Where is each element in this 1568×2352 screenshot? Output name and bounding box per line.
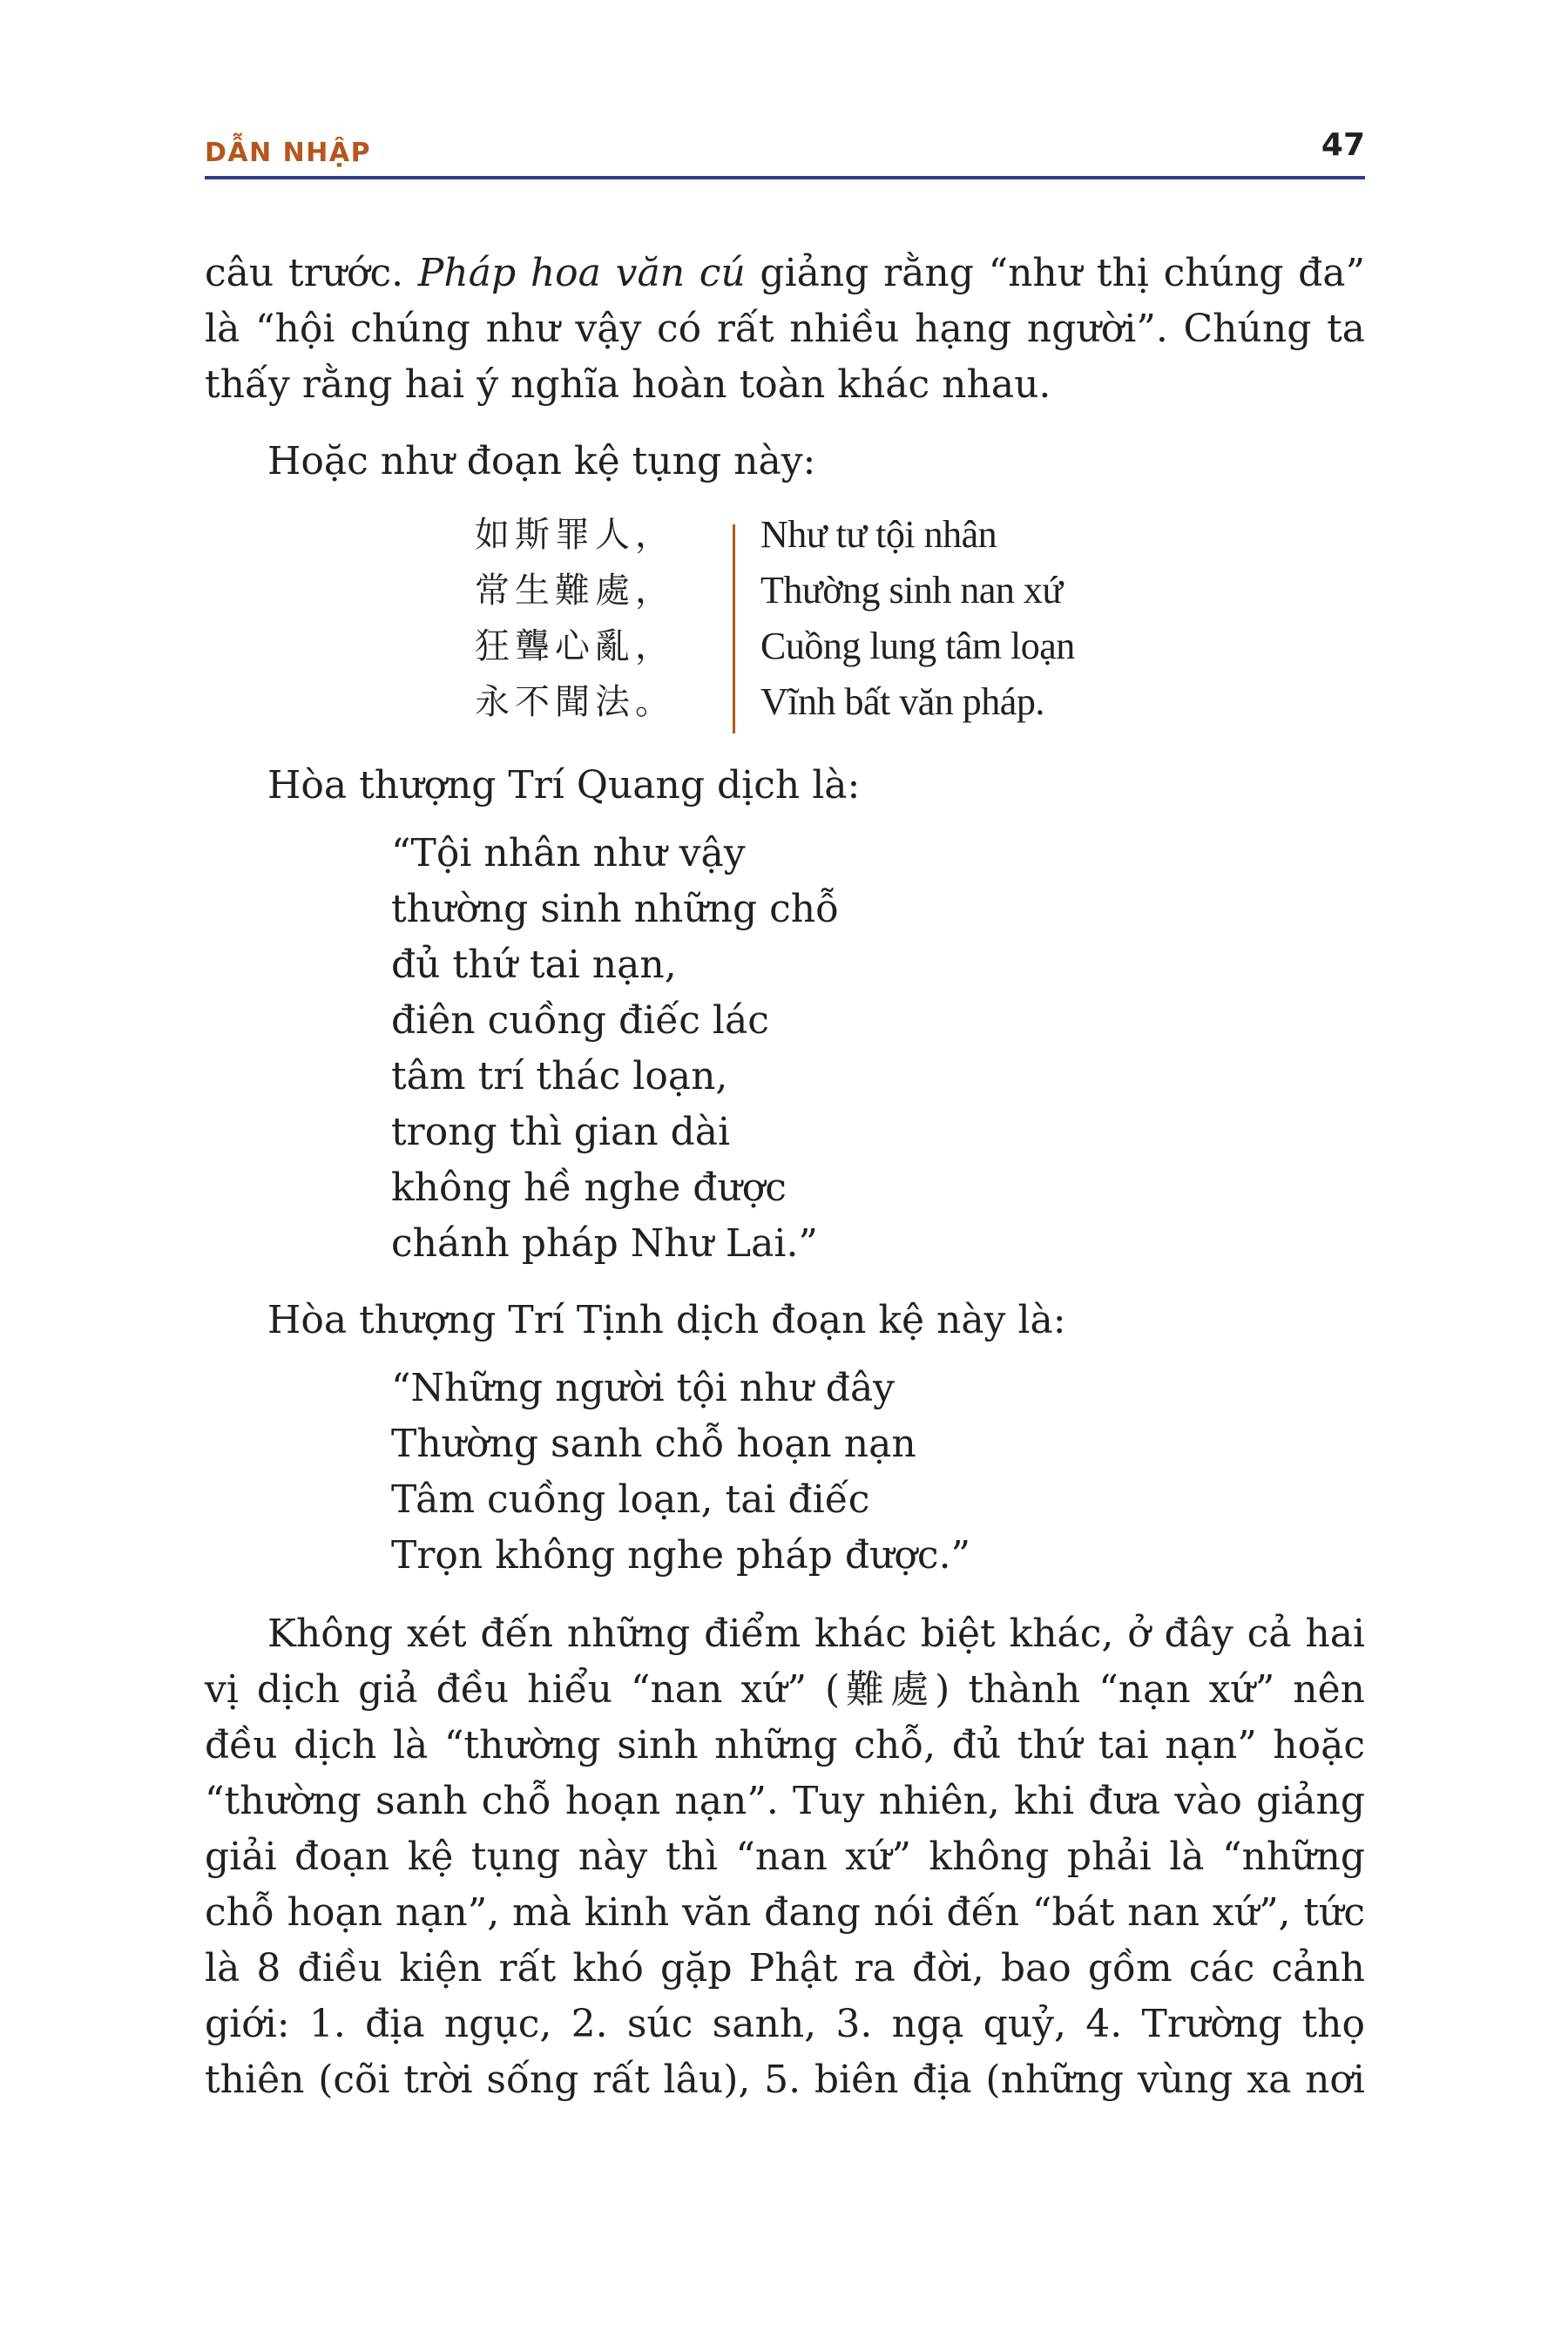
poem-line: thường sinh những chỗ [391, 887, 840, 931]
poem-line: không hề nghe được [391, 1166, 787, 1210]
text-line [205, 246, 1365, 301]
text-line: “thường sanh chỗ hoạn nạn”. Tuy nhiên, khi đưa vào giảng [205, 1779, 1365, 1823]
transliteration-line: Như tư tội nhân [760, 513, 997, 556]
text-line: giới: 1. địa ngục, 2. súc sanh, 3. ngạ quỷ, 4. Trường thọ [205, 2002, 1365, 2046]
text-run: giảng rằng “như thị chúng đa” [745, 251, 1365, 295]
chinese-line: 如斯罪人， [475, 515, 675, 555]
text-line: Không xét đến những điểm khác biệt khác, ở đây cả hai [267, 1612, 1365, 1656]
chinese-verse [475, 507, 710, 730]
transliteration-line: Thường sinh nan xứ [760, 569, 1063, 612]
poem-line: điên cuồng điếc lác [391, 998, 769, 1043]
text-line: là “hội chúng như vậy có rất nhiều hạng người”. Chúng ta [205, 307, 1365, 351]
poem-line: đủ thứ tai nạn, [391, 943, 677, 987]
paragraph-analysis [205, 1606, 1365, 2108]
poem-line: “Tội nhân như vậy [391, 831, 746, 875]
text-run: câu trước. [205, 251, 418, 295]
section-title: DẪN NHẬP [205, 138, 372, 168]
header-rule [205, 176, 1365, 179]
poem-line: Thường sanh chỗ hoạn nạn [391, 1422, 916, 1466]
poem-tri-quang [391, 826, 1365, 1272]
transliteration-line: Vĩnh bất văn pháp. [760, 680, 1044, 723]
text-line: là 8 điều kiện rất khó gặp Phật ra đời, bao gồm các cảnh [205, 1946, 1365, 1990]
text-line: vị dịch giả đều hiểu “nan xứ” (難處) thành “nạn xứ” nên [205, 1667, 1365, 1712]
text-line: giải đoạn kệ tụng này thì “nan xứ” không phải là “những [205, 1835, 1365, 1879]
paragraph-intro [205, 246, 1365, 413]
text-line: thấy rằng hai ý nghĩa hoàn toàn khác nhau. [205, 362, 1051, 407]
page-body [205, 246, 1365, 2108]
text-line: chỗ hoạn nạn”, mà kinh văn đang nói đến “bát nan xứ”, tức [205, 1890, 1365, 1935]
paragraph-tri-tinh: Hòa thượng Trí Tịnh dịch đoạn kệ này là: [267, 1298, 1066, 1342]
transliteration-verse [760, 507, 1075, 730]
poem-line: trong thì gian dài [391, 1110, 731, 1154]
verse-divider [733, 524, 735, 733]
work-title-italic: Pháp hoa văn cú [417, 251, 746, 295]
poem-line: Tâm cuồng loạn, tai điếc [391, 1477, 870, 1522]
chinese-line: 永不聞法。 [475, 682, 675, 722]
running-header [205, 122, 1365, 179]
poem-line: Trọn không nghe pháp được.” [391, 1533, 971, 1578]
transliteration-line: Cuồng lung tâm loạn [760, 625, 1075, 667]
paragraph-tri-quang: Hòa thượng Trí Quang dịch là: [267, 763, 861, 808]
verse-block [391, 507, 1365, 737]
poem-line: tâm trí thác loạn, [391, 1054, 728, 1098]
chinese-line: 常生難處， [475, 571, 675, 611]
poem-line: “Những người tội như đây [391, 1366, 896, 1410]
chinese-line: 狂聾心亂， [475, 626, 675, 666]
text-line: thiên (cõi trời sống rất lâu), 5. biên địa (những vùng xa nơi [205, 2058, 1365, 2102]
page-number: 47 [1321, 127, 1365, 163]
text-line: đều dịch là “thường sinh những chỗ, đủ thứ tai nạn” hoặc [205, 1723, 1365, 1767]
paragraph-verse-intro: Hoặc như đoạn kệ tụng này: [267, 439, 816, 483]
poem-line: chánh pháp Như Lai.” [391, 1221, 818, 1266]
poem-tri-tinh [391, 1361, 1365, 1584]
